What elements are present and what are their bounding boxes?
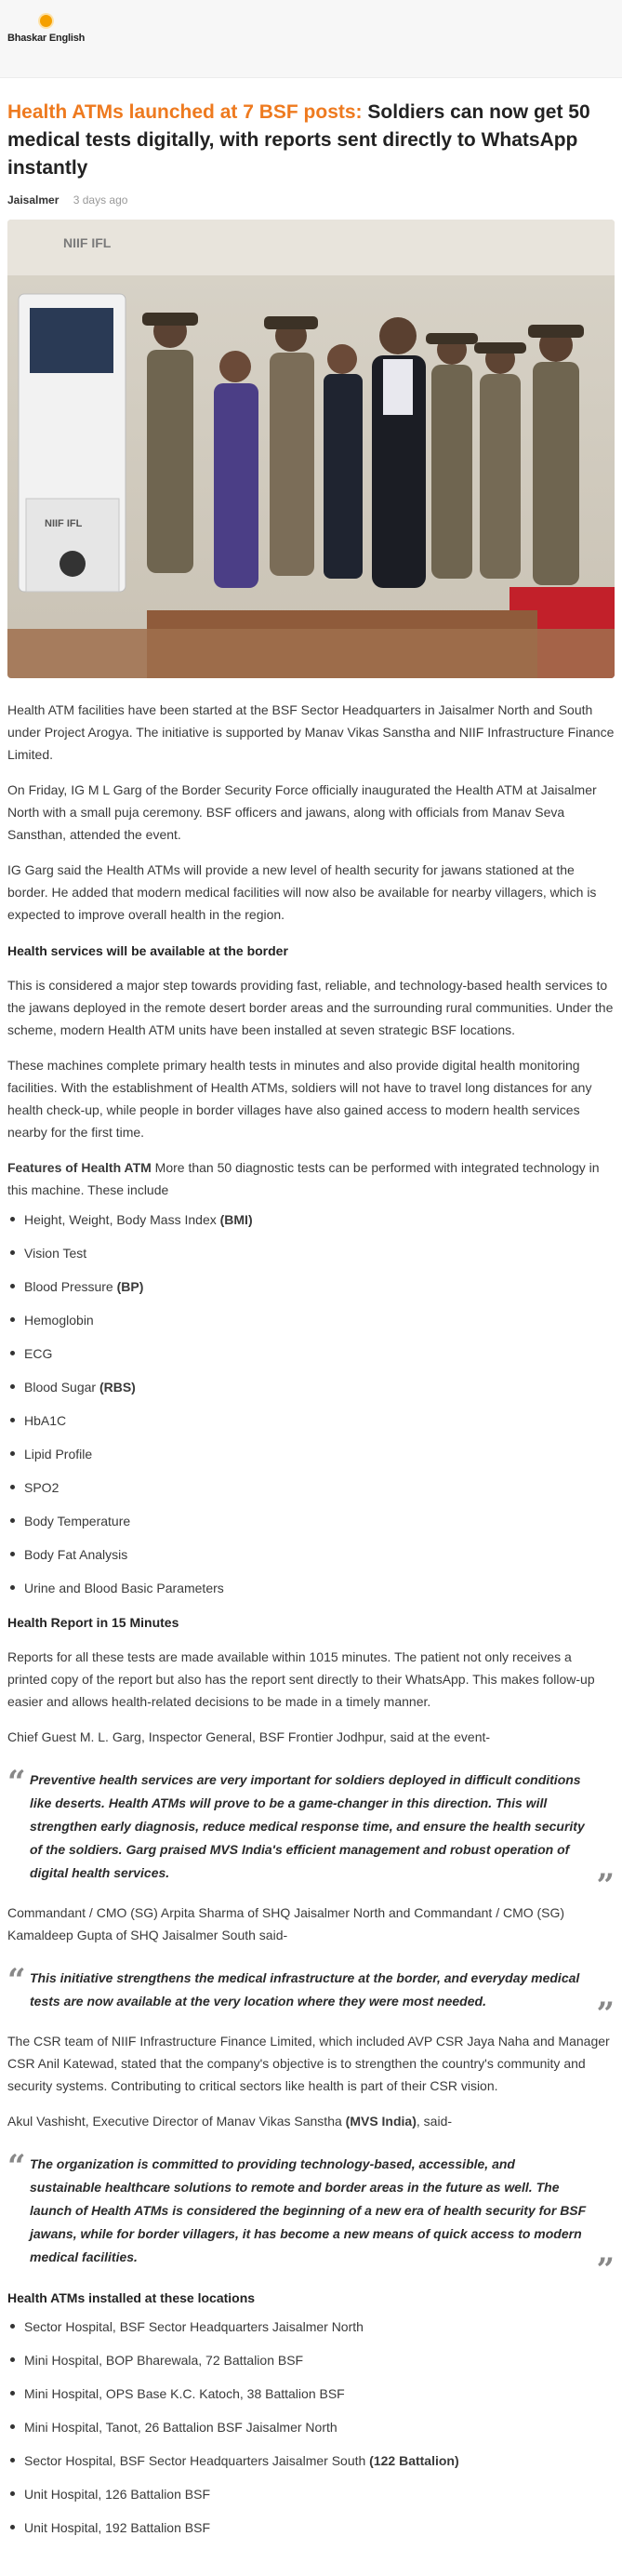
list-item [7, 2384, 615, 2403]
list-item-bold: (BMI) [219, 1212, 253, 1227]
list-item-text: Urine and Blood Basic Parameters [24, 1581, 224, 1595]
list-item [7, 1411, 615, 1430]
list-item [7, 1277, 615, 1296]
article-location: Jaisalmer [7, 194, 60, 207]
quote-text: This initiative strengthens the medical infrastructure at the border, and everyday medical tests are now available at the very location where they were most needed. [30, 1970, 580, 2009]
locations-list [7, 2317, 615, 2537]
list-item-text: Height, Weight, Body Mass Index [24, 1212, 220, 1227]
close-quote-icon: ” [596, 1995, 615, 2033]
paragraph: Reports for all these tests are made available within 1015 minutes. The patient not only receives a printed copy of the report but also has the report sent directly to their WhatsApp. This makes follow-up easier and allows health-related decisions to be made in a timely manner. [7, 1649, 595, 1709]
quote-block [7, 1764, 615, 1904]
open-quote-icon: “ [7, 2148, 26, 2185]
list-item [7, 1244, 615, 1262]
list-item-text: Body Fat Analysis [24, 1547, 128, 1562]
list-item [7, 1210, 615, 1229]
list-item [7, 1512, 615, 1530]
open-quote-icon: “ [7, 1962, 26, 1999]
quote-text: The organization is committed to providing technology-based, accessible, and sustainable healthcare solutions to remote and border areas in the future as well. The launch of Health ATMs is considered the beginning of a new era of health security for BSF jawans, while for border villagers, it has become a new means of quick access to modern medical facilities. [30, 2156, 587, 2264]
headline-accent: Health ATMs launched at 7 BSF posts: [7, 101, 363, 123]
list-item [7, 1445, 615, 1463]
section-heading: Health services will be available at the border [7, 943, 288, 958]
list-item-text: ECG [24, 1346, 53, 1361]
list-item-text: Body Temperature [24, 1514, 131, 1528]
list-item [7, 1579, 615, 1597]
paragraph: IG Garg said the Health ATMs will provide a new level of health security for jawans stationed at the border. He added that modern medical facilities will now also be available for nearby villagers, which is expected to improve overall health in the region. [7, 862, 597, 922]
list-item-text: Blood Sugar [24, 1380, 99, 1395]
paragraph: This is considered a major step towards providing fast, reliable, and technology-based health services to the jawans deployed in the remote desert border areas and the surrounding rural communities. Under the scheme, modern Health ATM units have been installed at seven strategic BSF locations. [7, 978, 614, 1037]
list-item-text: Lipid Profile [24, 1447, 93, 1462]
site-logo[interactable] [7, 15, 85, 46]
list-item-text: SPO2 [24, 1480, 60, 1495]
list-item-text: Mini Hospital, BOP Bharewala, 72 Battalion BSF [24, 2353, 304, 2368]
list-item [7, 2418, 615, 2436]
sun-logo-icon [40, 15, 52, 27]
list-item-bold: (BP) [116, 1279, 144, 1294]
machine-label: NIIF IFL [45, 518, 83, 529]
paragraph: The CSR team of NIIF Infrastructure Finance Limited, which included AVP CSR Jaya Naha and Manager CSR Anil Katewad, stated that the company's objective is to strengthen the country's community and security systems. Contributing to critical sectors like health is part of their CSR vision. [7, 2034, 610, 2093]
article-headline [7, 99, 615, 182]
quote-text: Preventive health services are very important for soldiers deployed in difficult conditions like deserts. Health ATMs will prove to be a game-changer in this direction. This will strengthen early diagnosis, reduce medical response time, and ensure the health security of the soldiers. Garg praised MVS India's efficient management and robust operation of digital health services. [30, 1772, 585, 1880]
list-item [7, 1478, 615, 1497]
close-quote-icon: ” [596, 1867, 615, 1904]
list-item-bold: (RBS) [99, 1380, 136, 1395]
list-item [7, 2317, 615, 2336]
headline-text: Soldiers can now get 50 medical tests digitally, with reports sent directly to WhatsApp instantly [7, 101, 590, 179]
features-title: Features of Health ATM [7, 1160, 152, 1175]
list-item-bold: (122 Battalion) [369, 2453, 459, 2468]
paragraph: Chief Guest M. L. Garg, Inspector General, BSF Frontier Jodhpur, said at the event- [7, 1729, 491, 1744]
features-intro [7, 1156, 615, 1201]
features-text: More than 50 diagnostic tests can be performed with integrated technology in this machine. These include [7, 1160, 600, 1197]
quote-block [7, 1962, 615, 2033]
list-item-text: Vision Test [24, 1246, 87, 1261]
section-heading: Health ATMs installed at these locations [7, 2290, 256, 2305]
close-quote-icon: ” [596, 2251, 615, 2289]
site-logo-text: Bhaskar English [7, 33, 86, 44]
article-meta [7, 194, 615, 207]
list-item [7, 1378, 615, 1396]
paragraph: Commandant / CMO (SG) Arpita Sharma of SHQ Jaisalmer North and Commandant / CMO (SG) Kamaldeep Gupta of SHQ Jaisalmer South said- [7, 1905, 565, 1942]
quote-block [7, 2148, 615, 2289]
article-time: 3 days ago [73, 194, 128, 207]
list-item-text: Sector Hospital, BSF Sector Headquarters Jaisalmer North [24, 2319, 364, 2334]
list-item [7, 2351, 615, 2369]
list-item [7, 2518, 615, 2537]
paragraph: On Friday, IG M L Garg of the Border Security Force officially inaugurated the Health ATM at Jaisalmer North with a small puja ceremony. BSF officers and jawans, along with officials from Manav Seva Sansthan, attended the event. [7, 782, 597, 842]
paragraph: These machines complete primary health tests in minutes and also provide digital health monitoring facilities. With the establishment of Health ATMs, soldiers will not have to travel long distances for any health check-up, while people in border villages have also gained access to modern health services nearby for the first time. [7, 1058, 592, 1140]
list-item-text: Sector Hospital, BSF Sector Headquarters Jaisalmer South [24, 2453, 370, 2468]
list-item-text: Mini Hospital, OPS Base K.C. Katoch, 38 Battalion BSF [24, 2386, 345, 2401]
list-item-text: Unit Hospital, 192 Battalion BSF [24, 2520, 210, 2535]
open-quote-icon: “ [7, 1764, 26, 1801]
list-item [7, 1311, 615, 1329]
article [0, 99, 622, 2537]
features-list [7, 1210, 615, 1597]
list-item-text: Hemoglobin [24, 1313, 94, 1328]
hero-photo [7, 220, 615, 678]
list-item [7, 2485, 615, 2503]
top-bar [0, 0, 622, 78]
list-item [7, 1344, 615, 1363]
paragraph [7, 2110, 615, 2132]
list-item-text: Blood Pressure [24, 1279, 117, 1294]
list-item [7, 2451, 615, 2470]
banner-text: NIIF IFL [63, 235, 112, 250]
list-item-text: HbA1C [24, 1413, 67, 1428]
paragraph: Health ATM facilities have been started at the BSF Sector Headquarters in Jaisalmer North and South under Project Arogya. The initiative is supported by Manav Vikas Sanstha and NIIF Infrastructure Finance Limited. [7, 702, 615, 762]
list-item-text: Mini Hospital, Tanot, 26 Battalion BSF Jaisalmer North [24, 2420, 337, 2435]
section-heading: Health Report in 15 Minutes [7, 1615, 179, 1630]
list-item-text: Unit Hospital, 126 Battalion BSF [24, 2487, 210, 2502]
list-item [7, 1545, 615, 1564]
paragraph-bold: (MVS India) [345, 2114, 417, 2129]
paragraph-text: Akul Vashisht, Executive Director of Manav Vikas Sanstha [7, 2114, 346, 2129]
paragraph-tail: , said- [416, 2114, 453, 2129]
